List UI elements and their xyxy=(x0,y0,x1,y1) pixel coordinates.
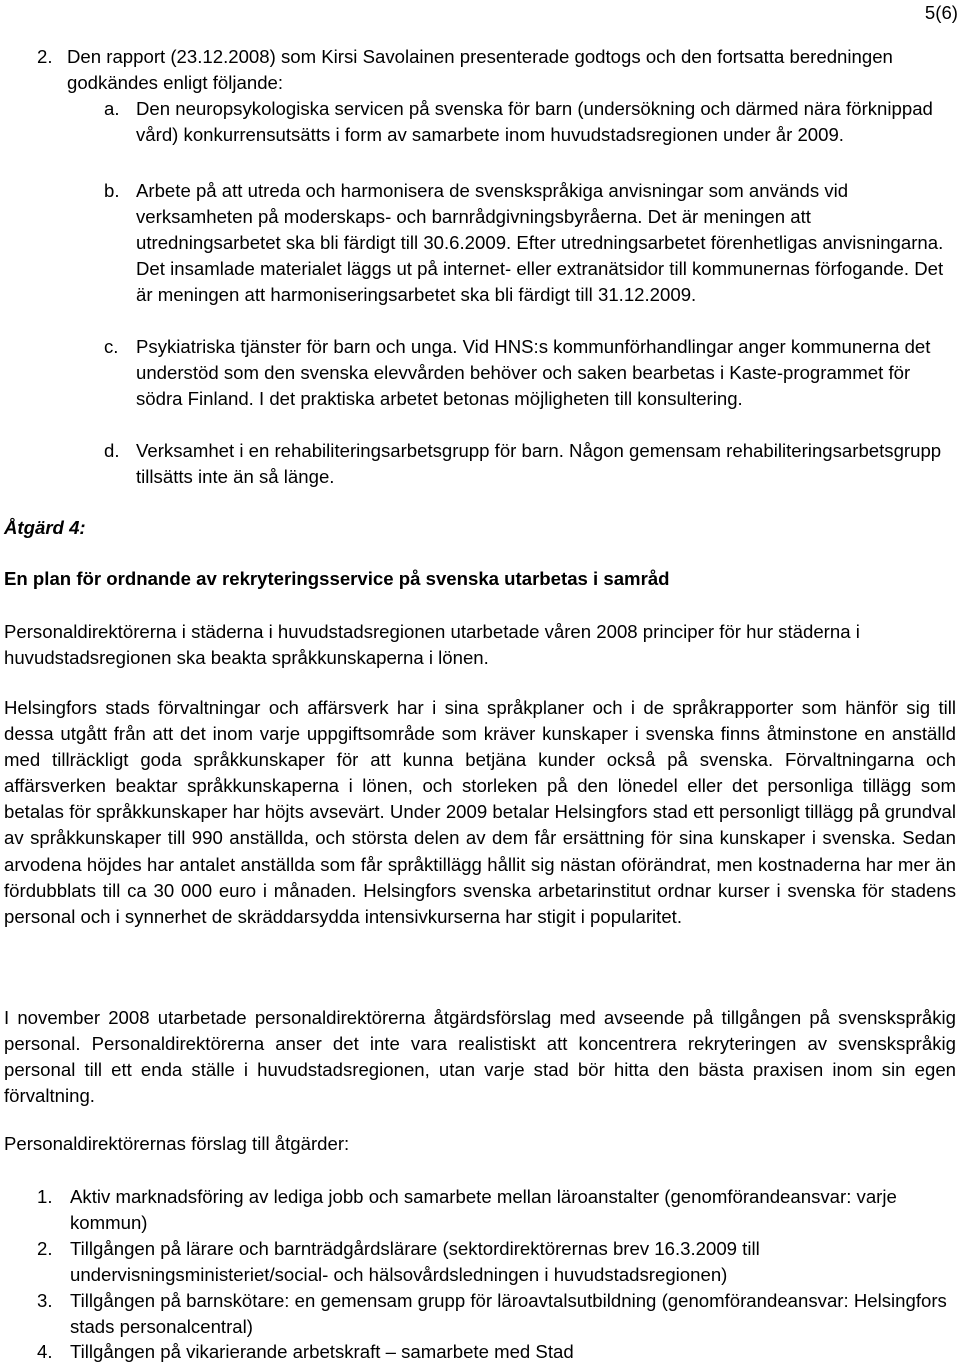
paragraph-1: Personaldirektörerna i städerna i huvudstadsregionen utarbetade våren 2008 principer för hur städerna i huvudstadsregionen ska beakta språkkunskaperna i lönen. xyxy=(4,621,860,669)
list-number: 1. xyxy=(37,1186,53,1207)
subitem-text: Arbete på att utreda och harmonisera de svenskspråkiga anvisningar som används vid verksamheten på moderskaps- och barnrådgivningsbyråerna. Det är meningen att utredningsarbetet ska bli färdigt till 30.6.2009. Efter utredningsarbetet förenhetligas anvisningarna. Det insamlade materialet läggs ut på internet- eller extranätsidor till kommunernas förfogande. Det är meningen att harmoniseringsarbetet ska bli färdigt till 31.12.2009. xyxy=(136,180,944,306)
proposal-item xyxy=(37,1236,947,1288)
list-item-2 xyxy=(37,44,947,96)
section-heading: En plan för ordnande av rekryteringsservice på svenska utarbetas i samråd xyxy=(4,568,670,589)
proposal-text: Tillgången på vikarierande arbetskraft – samarbete med Stad xyxy=(70,1341,574,1362)
subitem-label: c. xyxy=(104,336,119,357)
proposals-intro: Personaldirektörernas förslag till åtgärder: xyxy=(4,1133,350,1154)
subitem-text: Verksamhet i en rehabiliteringsarbetsgrupp för barn. Någon gemensam rehabiliteringsarbetsgrupp tillsätts inte än så länge. xyxy=(136,440,942,488)
list-item-text: Den rapport (23.12.2008) som Kirsi Savolainen presenterade godtogs och den fortsatta beredningen godkändes enligt följande: xyxy=(67,46,893,94)
subitem-text: Den neuropsykologiska servicen på svenska för barn (undersökning och därmed nära förknippad vård) konkurrensutsätts i form av samarbete inom huvudstadsregionen under år 2009. xyxy=(136,98,933,146)
subitem-label: b. xyxy=(104,180,120,201)
proposal-item xyxy=(37,1288,947,1340)
subitem-text: Psykiatriska tjänster för barn och unga. Vid HNS:s kommunförhandlingar anger kommunerna det understöd som den svenska elevvården behöver och saken bearbetas i Kaste-programmet för södra Finland. I det praktiska arbetet betonas möjligheten till konsultering. xyxy=(136,336,931,410)
subitem-b xyxy=(104,178,956,308)
list-number: 2. xyxy=(37,1238,53,1259)
action-label: Åtgärd 4: xyxy=(4,517,86,538)
subitem-d xyxy=(104,438,956,490)
proposal-text: Tillgången på lärare och barnträdgårdslärare (sektordirektörernas brev 16.3.2009 till undervisningsministeriet/social- och hälsovårdsledningen i huvudstadsregionen) xyxy=(70,1238,760,1286)
subitem-c xyxy=(104,334,956,412)
subitem-a xyxy=(104,96,956,148)
list-number: 2. xyxy=(37,46,53,67)
proposal-text: Aktiv marknadsföring av lediga jobb och samarbete mellan läroanstalter (genomförandeansvar: varje kommun) xyxy=(70,1186,897,1234)
list-number: 3. xyxy=(37,1290,53,1311)
list-number: 4. xyxy=(37,1341,53,1362)
subitem-label: a. xyxy=(104,98,120,119)
paragraph-3: I november 2008 utarbetade personaldirektörerna åtgärdsförslag med avseende på tillgången på svenskspråkig personal. Personaldirektörerna anser det inte vara realistiskt att koncentrera rekryteringen av svenskspråkig personal till ett enda ställe i huvudstadsregionen, utan varje stad bör hitta den bästa praxisen inom sin egen förvaltning. xyxy=(4,1007,956,1107)
paragraph-2: Helsingfors stads förvaltningar och affärsverk har i sina språkplaner och i de språkrapporter som hänför sig till dessa utgått från att det inom varje uppgiftsområde som kräver kunskaper i svenska finns åtminstone en anställd med tillräckligt goda språkkunskaper för att kunna betjäna kunder också på svenska. Förvaltningarna och affärsverken beaktar språkkunskaperna i lönen, och storleken på den lönedel eller det personliga tillägg som betalas för språkkunskaper har höjts avsevärt. Under 2009 betalar Helsingfors stad ett personligt tillägg på grundval av språkkunskaper till 990 anställda, och största delen av dem får ersättning för sina kunskaper i svenska. Sedan arvodena höjdes har antalet anställda som får språktillägg hållit sig nästan oförändrat, men kostnaderna har mer än fördubblats till ca 30 000 euro i månaden. Helsingfors svenska arbetarinstitut ordnar kurser i svenska för stadens personal och i synnerhet de skräddarsydda intensivkurserna har stigit i popularitet. xyxy=(4,697,956,927)
proposal-item xyxy=(37,1339,947,1365)
page-number: 5(6) xyxy=(924,2,958,23)
proposal-item xyxy=(37,1184,947,1236)
proposal-text: Tillgången på barnskötare: en gemensam grupp för läroavtalsutbildning (genomförandeansvar: Helsingfors stads personalcentral) xyxy=(70,1290,947,1338)
subitem-label: d. xyxy=(104,440,120,461)
